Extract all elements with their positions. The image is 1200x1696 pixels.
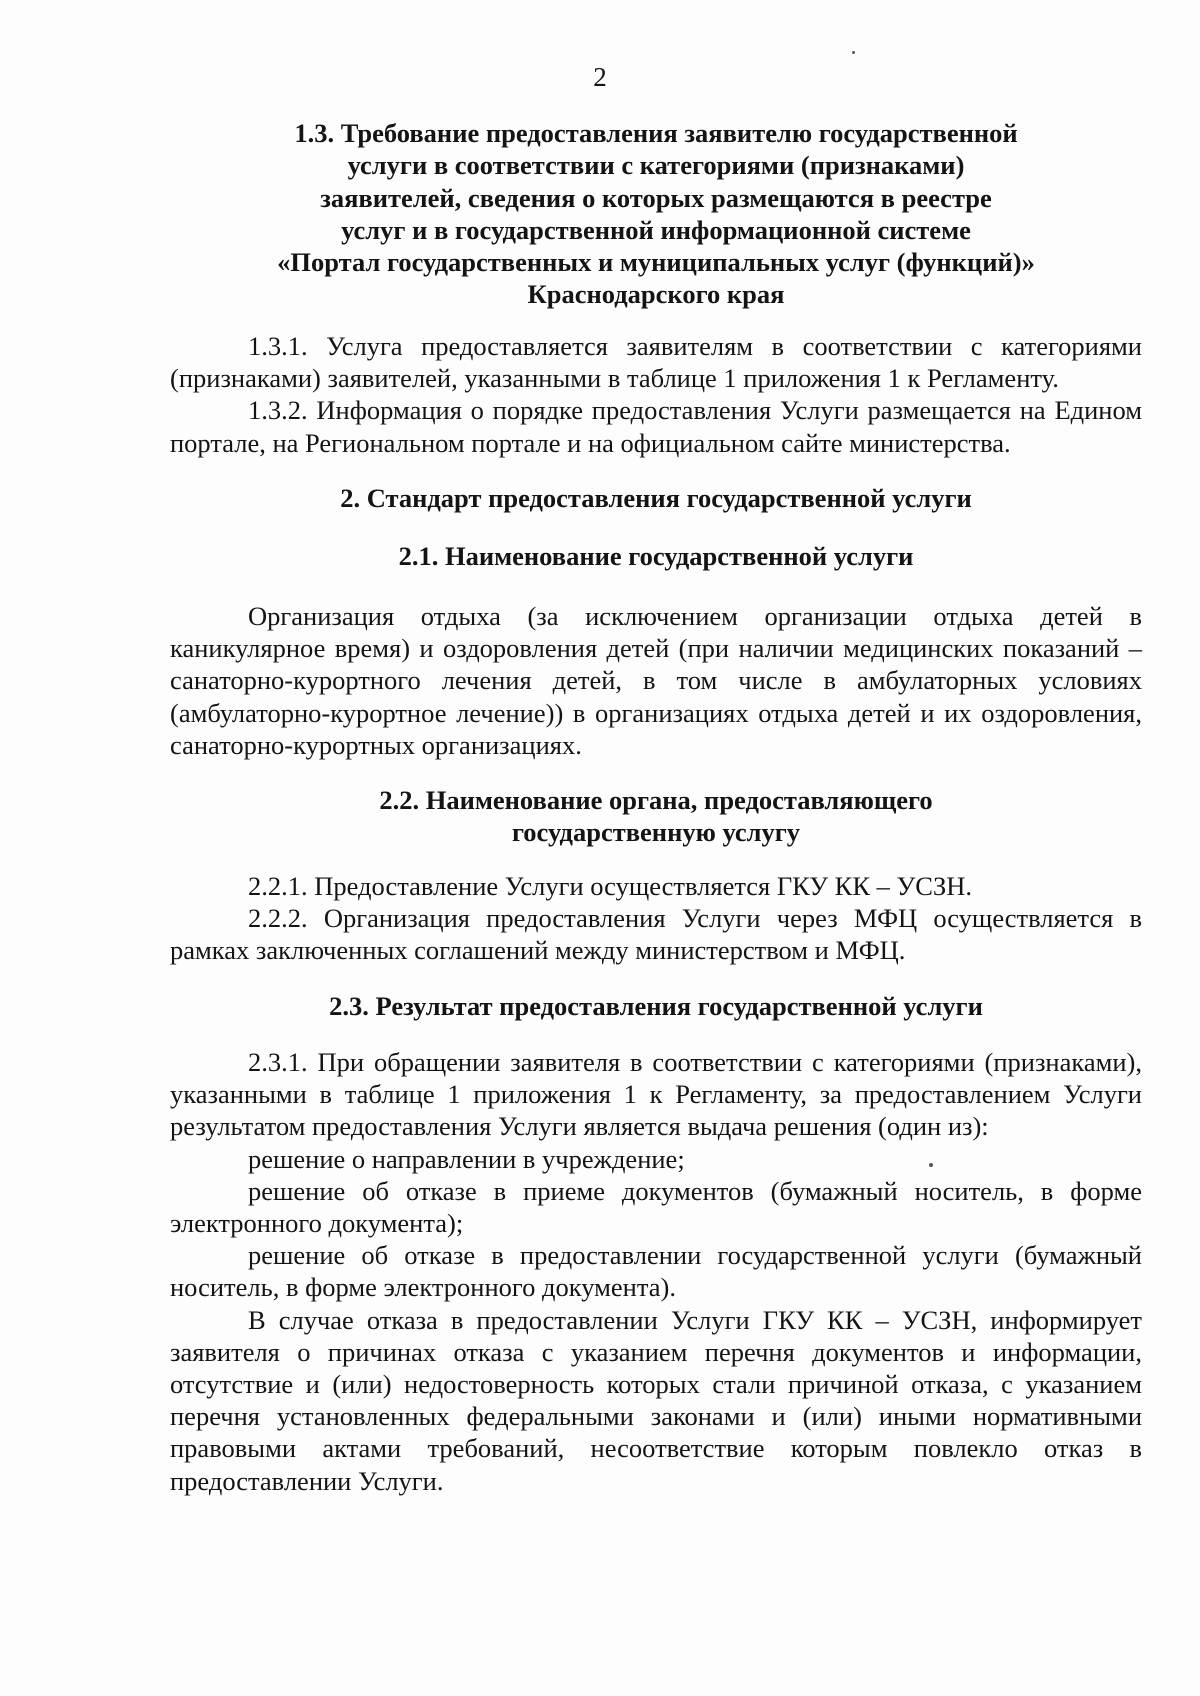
scan-speck [852, 51, 855, 54]
section-2-heading: 2. Стандарт предоставления государственной услуги [340, 483, 972, 513]
section-1-3-heading [170, 117, 1142, 311]
section-2-3-heading: 2.3. Результат предоставления государственной услуги [329, 991, 983, 1021]
heading-line: «Портал государственных и муниципальных услуг (функций)» [277, 247, 1035, 278]
heading-line: 1.3. Требование предоставления заявителю государственной [294, 118, 1018, 148]
heading-line: 2.2. Наименование органа, предоставляющего [379, 785, 933, 815]
paragraph-2-2-1: 2.2.1. Предоставление Услуги осуществляется ГКУ КК – УСЗН. [248, 871, 973, 901]
section-2-2-heading [170, 784, 1142, 849]
paragraph-decision-refusal-service: решение об отказе в предоставлении государственной услуги (бумажный носитель, в форме электронного документа). [170, 1240, 1142, 1303]
scan-speck [929, 1163, 933, 1167]
heading-line: услуг и в государственной информационной системе [341, 214, 971, 245]
paragraph-2-3-1: 2.3.1. При обращении заявителя в соответствии с категориями (признаками), указанными в таблице 1 приложения 1 к Регламенту, за предоставлением Услуги результатом предоставления Услуги является выдача решения (один из): [170, 1047, 1142, 1142]
section-2-3-body [170, 1046, 1142, 1497]
page-number: 2 [593, 62, 607, 92]
paragraph-2-1: Организация отдыха (за исключением организации отдыха детей в каникулярное время) и оздоровления детей (при наличии медицинских показаний – санаторно-курортного лечения детей, в том числе в амбулаторных условиях (амбулаторно-курортное лечение)) в организациях отдыха детей и их оздоровления, санаторно-курортных организациях. [170, 601, 1142, 760]
paragraph-1-3-1: 1.3.1. Услуга предоставляется заявителям в соответствии с категориями (признаками) заявителей, указанными в таблице 1 приложения 1 к Регламенту. [170, 331, 1142, 394]
paragraph-decision-referral: решение о направлении в учреждение; [248, 1143, 685, 1174]
section-2-2-body [170, 870, 1142, 967]
heading-line: Краснодарского края [527, 279, 785, 310]
paragraph-1-3-2: 1.3.2. Информация о порядке предоставления Услуги размещается на Едином портале, на Региональном портале и на официальном сайте министерства. [170, 395, 1142, 458]
paragraph-refusal-notice: В случае отказа в предоставлении Услуги ГКУ КК – УСЗН, информирует заявителя о причинах отказа с указанием перечня документов и информации, отсутствие и (или) недостоверность которых стали причиной отказа, с указанием перечня установленных федеральными законами и (или) иными нормативными правовыми актами требований, несоответствие которым повлекло отказ в предоставлении Услуги. [170, 1304, 1142, 1496]
section-1-3-body [170, 330, 1142, 459]
section-2-1-heading: 2.1. Наименование государственной услуги [398, 541, 914, 571]
section-2-1-body [170, 600, 1142, 761]
heading-line: услуги в соответствии с категориями (признаками) [347, 150, 965, 181]
heading-line: государственную услугу [511, 817, 801, 848]
heading-line: заявителей, сведения о которых размещаются в реестре [320, 182, 992, 213]
paragraph-decision-refusal-documents: решение об отказе в приеме документов (бумажный носитель, в форме электронного документа); [170, 1175, 1142, 1239]
paragraph-2-2-2: 2.2.2. Организация предоставления Услуги через МФЦ осуществляется в рамках заключенных соглашений между министерством и МФЦ. [170, 903, 1142, 966]
